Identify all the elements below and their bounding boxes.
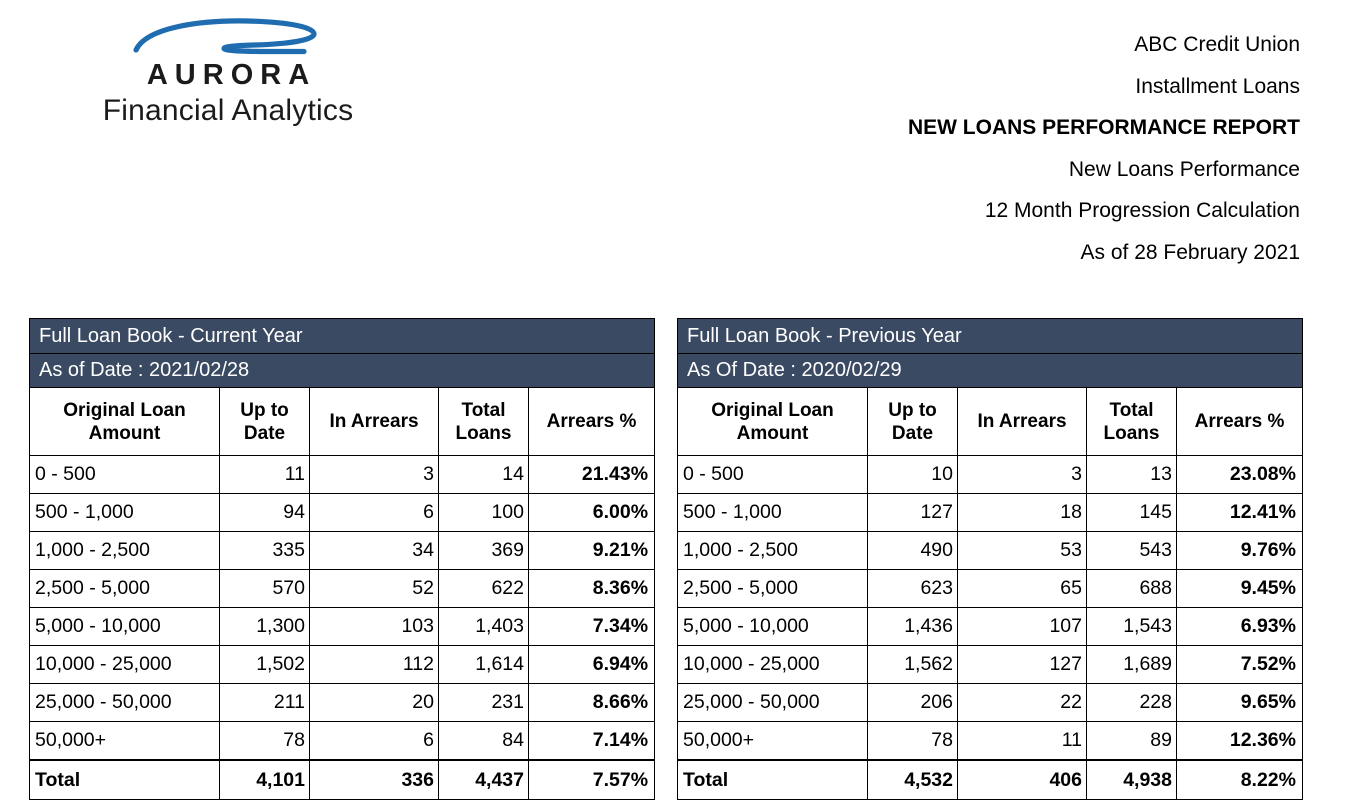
table-row [678,722,1303,761]
cell-in-arrears: 53 [958,532,1087,570]
cell-total-loans: 13 [1087,456,1177,494]
cell-band: 50,000+ [678,722,868,761]
cell-arrears-pct: 6.94% [529,646,655,684]
loan-book-table-previous-year [677,318,1303,800]
table-row [678,456,1303,494]
column-header-original-loan-amount: Original Loan Amount [678,388,868,456]
cell-total-loans: 84 [439,722,529,761]
cell-total-loans: 100 [439,494,529,532]
company-logo [28,18,428,129]
cell-up-to-date: 78 [220,722,310,761]
cell-total-label: Total [678,760,868,800]
cell-total-label: Total [30,760,220,800]
cell-up-to-date: 211 [220,684,310,722]
cell-band: 50,000+ [30,722,220,761]
cell-total-loans: 1,403 [439,608,529,646]
table-row [678,646,1303,684]
cell-up-to-date: 623 [868,570,958,608]
table-title: Full Loan Book - Current Year [30,319,655,354]
cell-up-to-date: 490 [868,532,958,570]
table-row [30,608,655,646]
cell-up-to-date: 206 [868,684,958,722]
cell-up-to-date: 127 [868,494,958,532]
table-row [678,570,1303,608]
cell-in-arrears: 103 [310,608,439,646]
cell-up-to-date: 1,562 [868,646,958,684]
table-row [30,570,655,608]
table-as-of-date: As Of Date : 2020/02/29 [678,354,1303,388]
column-header-original-loan-amount: Original Loan Amount [30,388,220,456]
cell-in-arrears: 34 [310,532,439,570]
cell-up-to-date: 335 [220,532,310,570]
column-header-up-to-date: Up to Date [220,388,310,456]
report-as-of-date: As of 28 February 2021 [1080,240,1300,264]
cell-up-to-date: 11 [220,456,310,494]
cell-band: 0 - 500 [678,456,868,494]
cell-total-loans: 231 [439,684,529,722]
cell-band: 500 - 1,000 [30,494,220,532]
cell-arrears-pct: 7.34% [529,608,655,646]
cell-in-arrears: 20 [310,684,439,722]
cell-arrears-pct: 6.00% [529,494,655,532]
cell-arrears-pct: 6.93% [1177,608,1303,646]
cell-arrears-pct: 7.14% [529,722,655,761]
column-header-arrears-pct: Arrears % [529,388,655,456]
cell-in-arrears: 22 [958,684,1087,722]
cell-arrears-pct: 12.36% [1177,722,1303,761]
table-title-row [678,319,1303,354]
cell-total-total-loans: 4,938 [1087,760,1177,800]
cell-up-to-date: 94 [220,494,310,532]
cell-in-arrears: 6 [310,494,439,532]
table-total-row [30,760,655,800]
cell-band: 5,000 - 10,000 [678,608,868,646]
cell-up-to-date: 10 [868,456,958,494]
cell-in-arrears: 127 [958,646,1087,684]
cell-arrears-pct: 7.52% [1177,646,1303,684]
cell-up-to-date: 570 [220,570,310,608]
cell-in-arrears: 6 [310,722,439,761]
cell-total-loans: 1,614 [439,646,529,684]
cell-arrears-pct: 9.76% [1177,532,1303,570]
cell-arrears-pct: 8.66% [529,684,655,722]
table-title-row [30,319,655,354]
cell-band: 1,000 - 2,500 [30,532,220,570]
cell-in-arrears: 112 [310,646,439,684]
table-subtitle-row [678,354,1303,388]
column-header-total-loans: Total Loans [439,388,529,456]
header-product-name: Installment Loans [1135,74,1300,98]
cell-total-loans: 622 [439,570,529,608]
cell-total-total-loans: 4,437 [439,760,529,800]
table-row [30,722,655,761]
table-row [678,532,1303,570]
report-header [600,24,1300,273]
cell-up-to-date: 1,436 [868,608,958,646]
cell-total-loans: 1,689 [1087,646,1177,684]
cell-total-in-arrears: 336 [310,760,439,800]
cell-in-arrears: 107 [958,608,1087,646]
cell-arrears-pct: 9.45% [1177,570,1303,608]
table-row [30,646,655,684]
cell-band: 1,000 - 2,500 [678,532,868,570]
report-title: NEW LOANS PERFORMANCE REPORT [907,116,1300,139]
table-column-header-row [30,388,655,456]
cell-total-loans: 228 [1087,684,1177,722]
column-header-up-to-date: Up to Date [868,388,958,456]
cell-in-arrears: 18 [958,494,1087,532]
cell-in-arrears: 52 [310,570,439,608]
cell-up-to-date: 1,502 [220,646,310,684]
cell-band: 500 - 1,000 [678,494,868,532]
cell-band: 2,500 - 5,000 [30,570,220,608]
aurora-swoosh-icon [128,18,328,60]
column-header-arrears-pct: Arrears % [1177,388,1303,456]
cell-band: 0 - 500 [30,456,220,494]
cell-total-loans: 1,543 [1087,608,1177,646]
column-header-in-arrears: In Arrears [310,388,439,456]
cell-band: 10,000 - 25,000 [30,646,220,684]
logo-wordmark: AURORA [146,59,317,91]
cell-arrears-pct: 21.43% [529,456,655,494]
cell-in-arrears: 11 [958,722,1087,761]
table-row [678,494,1303,532]
cell-total-up-to-date: 4,101 [220,760,310,800]
cell-arrears-pct: 12.41% [1177,494,1303,532]
table-title: Full Loan Book - Previous Year [678,319,1303,354]
table-column-header-row [678,388,1303,456]
cell-up-to-date: 1,300 [220,608,310,646]
cell-band: 5,000 - 10,000 [30,608,220,646]
cell-total-loans: 543 [1087,532,1177,570]
cell-in-arrears: 65 [958,570,1087,608]
report-calculation-note: 12 Month Progression Calculation [984,199,1300,222]
cell-total-up-to-date: 4,532 [868,760,958,800]
cell-total-loans: 89 [1087,722,1177,761]
cell-in-arrears: 3 [958,456,1087,494]
cell-arrears-pct: 9.65% [1177,684,1303,722]
cell-total-loans: 369 [439,532,529,570]
cell-total-in-arrears: 406 [958,760,1087,800]
table-total-row [678,760,1303,800]
cell-total-arrears-pct: 8.22% [1177,760,1303,800]
cell-band: 10,000 - 25,000 [678,646,868,684]
logo-tagline: Financial Analytics [102,94,354,127]
column-header-in-arrears: In Arrears [958,388,1087,456]
cell-total-loans: 14 [439,456,529,494]
table-row [30,532,655,570]
header-client-name: ABC Credit Union [1134,33,1300,56]
cell-in-arrears: 3 [310,456,439,494]
column-header-total-loans: Total Loans [1087,388,1177,456]
cell-up-to-date: 78 [868,722,958,761]
cell-arrears-pct: 8.36% [529,570,655,608]
cell-total-arrears-pct: 7.57% [529,760,655,800]
cell-band: 25,000 - 50,000 [678,684,868,722]
table-subtitle-row [30,354,655,388]
cell-arrears-pct: 23.08% [1177,456,1303,494]
cell-total-loans: 145 [1087,494,1177,532]
cell-total-loans: 688 [1087,570,1177,608]
table-row [30,494,655,532]
cell-band: 25,000 - 50,000 [30,684,220,722]
loan-book-table-current-year [29,318,655,800]
report-subtitle: New Loans Performance [1068,157,1300,181]
table-row [678,608,1303,646]
table-row [30,684,655,722]
table-row [678,684,1303,722]
table-as-of-date: As of Date : 2021/02/28 [30,354,655,388]
cell-arrears-pct: 9.21% [529,532,655,570]
table-row [30,456,655,494]
cell-band: 2,500 - 5,000 [678,570,868,608]
